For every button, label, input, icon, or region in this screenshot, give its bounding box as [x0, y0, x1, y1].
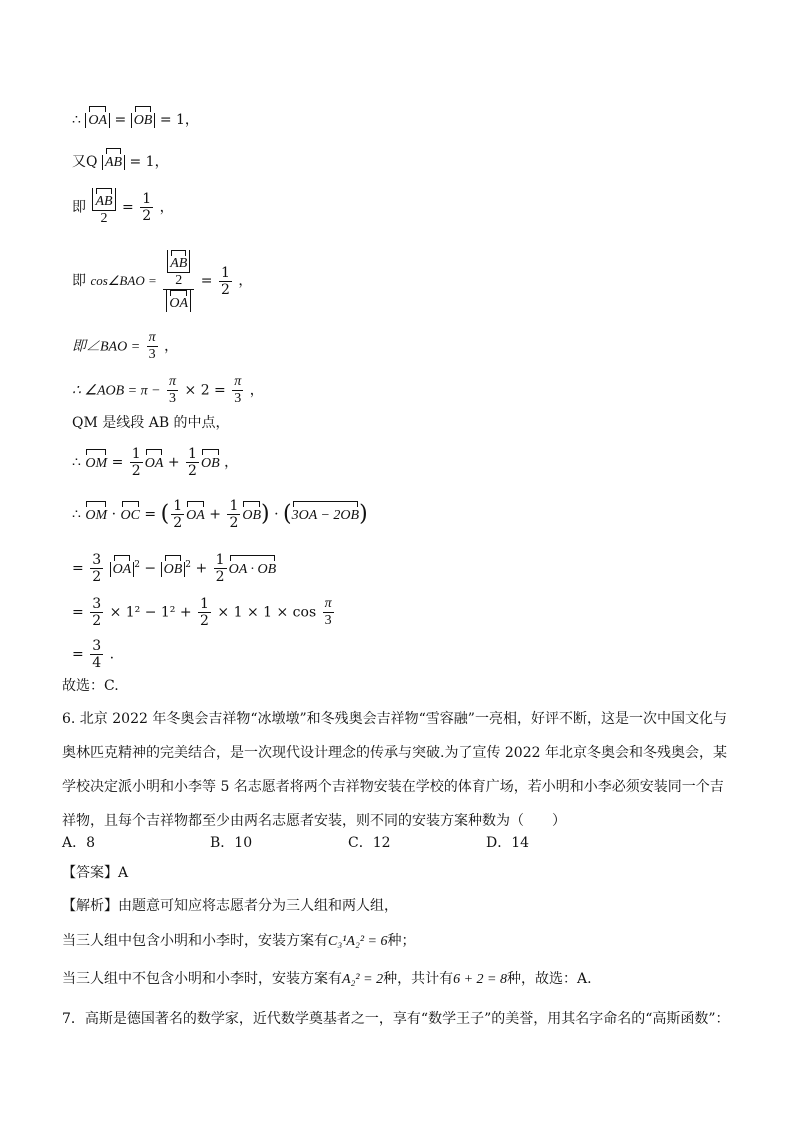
numerator: 1 [173, 498, 183, 514]
case-1-line [62, 932, 415, 951]
vector-oa: OA [113, 555, 132, 579]
case-2-text: 当三人组中不包含小明和小李时，安装方案有 [62, 971, 342, 987]
denominator: 3 [169, 391, 177, 406]
value-text: = 1， [159, 112, 199, 128]
numerator: 1 [142, 191, 152, 207]
option-d: D．14 [486, 835, 530, 851]
numerator: π [324, 596, 332, 611]
numerator: 3 [92, 596, 102, 612]
vector-combination: 3OA − 2OB [292, 501, 360, 525]
punctuation: ， [224, 454, 239, 471]
vector-ab: AB [170, 250, 187, 272]
plus-sign: + [167, 454, 180, 471]
case-1-end: 种； [387, 933, 416, 949]
step-line-7 [72, 414, 230, 432]
step-line-6 [72, 374, 264, 407]
square-exponent: 2 [185, 559, 192, 570]
denominator: 2 [175, 273, 183, 288]
vector-oa: OA [88, 106, 107, 130]
midpoint-statement: QM 是线段 AB 的中点， [72, 415, 230, 431]
equals-sign: = [72, 604, 84, 621]
therefore-symbol: ∴ [72, 112, 81, 128]
therefore-symbol: ∴ [72, 454, 81, 471]
denominator: 2 [215, 569, 225, 585]
answer-q6: 【答案】A [62, 865, 129, 881]
angle-expression: ∴ ∠AOB = π − [72, 383, 161, 399]
value-text: = 1， [129, 154, 169, 170]
denominator: 2 [131, 463, 141, 479]
denominator: 2 [173, 515, 183, 531]
punctuation: ， [159, 199, 174, 216]
equals-sign: = [122, 199, 134, 216]
punctuation: ， [238, 273, 253, 289]
step-line-3 [72, 188, 174, 227]
option-a: A．8 [62, 835, 96, 851]
case-2-end: 种，故选：A. [506, 971, 592, 987]
step-line-12 [72, 638, 114, 671]
numerator: 1 [200, 596, 209, 612]
equals-sign: = [72, 646, 84, 663]
vector-ab: AB [95, 188, 112, 210]
step-line-4: 即 cos∠BAO = $\frac{\frac{AB}{2}}{OA}$ = $\frac{1}{2}$ ， [72, 250, 252, 312]
dot-operator: · [274, 506, 279, 523]
arithmetic-text: × 1 × 1 × cos [217, 604, 317, 621]
prefix-text: 又Q [72, 154, 98, 170]
numerator: 1 [188, 446, 197, 462]
vector-oa: OA [186, 501, 205, 525]
vector-oc: OC [121, 501, 140, 525]
right-paren: ) [261, 501, 270, 527]
denominator: 4 [92, 655, 102, 671]
step-line-2 [72, 148, 169, 172]
step-line-8 [72, 446, 238, 479]
denominator: 3 [148, 347, 156, 362]
square-exponent: 2 [134, 559, 140, 570]
vector-oa: OA [169, 290, 188, 312]
left-paren: ( [282, 501, 292, 527]
dot-operator: · [111, 506, 117, 523]
step-line-1: ∴ OA = OB = 1， [72, 106, 199, 130]
vector-om: OM [85, 449, 107, 473]
vector-oa: OA [145, 449, 164, 473]
prefix-text: 即 [72, 273, 86, 289]
equals-sign: = [111, 454, 124, 471]
case-2-expression: A₂² = 2 [342, 972, 384, 987]
step-line-11 [72, 596, 336, 629]
vector-ob: OB [134, 106, 153, 130]
numerator: 1 [215, 552, 225, 568]
prefix-text: 即 [72, 199, 86, 216]
case-1-expression: C₃¹A₂² = 6 [328, 934, 388, 949]
plus-sign: + [195, 560, 208, 577]
step-line-9 [72, 498, 368, 531]
minus-sign: − [144, 560, 157, 577]
multiply-text: × 2 = [184, 382, 226, 399]
vector-ob: OB [242, 501, 261, 525]
question-7-text: 7．高斯是德国著名的数学家，近代数学奠基者之一，享有“数学王子”的美誉，用其名字命名的“高斯函数”： [62, 1011, 730, 1027]
denominator: 2 [200, 613, 209, 629]
option-b: B．10 [210, 835, 253, 851]
numerator: 1 [229, 498, 239, 514]
right-paren: ) [359, 501, 368, 527]
step-line-10 [72, 552, 276, 585]
option-c: C．12 [348, 835, 391, 851]
denominator: 2 [229, 515, 239, 531]
case-2-total: 6 + 2 = 8 [453, 972, 507, 987]
denominator: 3 [324, 613, 332, 628]
numerator: π [169, 374, 177, 389]
equals-sign: = [72, 560, 84, 577]
case-2-line [62, 970, 592, 989]
answer-q5: 故选：C. [62, 678, 119, 694]
punctuation: ， [249, 382, 264, 399]
analysis-q6: 【解析】由题意可知应将志愿者分为三人组和两人组， [62, 898, 398, 914]
punctuation: . [109, 646, 115, 663]
vector-om: OM [85, 501, 107, 525]
vector-ab: AB [105, 148, 122, 172]
denominator: 2 [100, 211, 108, 226]
step-line-5 [72, 330, 178, 363]
numerator: 3 [92, 638, 102, 654]
denominator: 2 [92, 569, 102, 585]
numerator: π [148, 330, 156, 345]
denominator: 2 [92, 613, 102, 629]
denominator: 2 [220, 281, 230, 298]
denominator: 3 [234, 391, 242, 406]
denominator: 2 [188, 463, 197, 479]
vector-ob: OB [164, 555, 183, 579]
numerator: 1 [131, 446, 141, 462]
left-paren: ( [160, 501, 170, 527]
question-6-text: 6. 北京 2022 年冬奥会吉祥物“冰墩墩”和冬残奥会吉祥物“雪容融”一亮相，好评不断，这是一次中国文化与奥林匹克精神的完美结合，是一次现代设计理念的传承与突破.为了宣传 2022 年北京冬奥会和冬残奥会，某学校决定派小明和小李等 5 名志愿者将两个吉祥物安装在学校的体育广场，若小明和小李必须安装同一个吉祥物，且每个吉祥物都至少由两名志愿者安装，则不同的安装方案种数为（ ） [62, 711, 727, 829]
numerator: 3 [92, 552, 102, 568]
therefore-symbol: ∴ [72, 506, 81, 523]
equals-sign: = [144, 506, 157, 523]
vector-ob: OB [201, 449, 220, 473]
angle-expression: 即∠BAO = [72, 339, 141, 355]
cos-expression: cos∠BAO = [90, 273, 157, 288]
dot-product: OA · OB [229, 555, 277, 579]
case-2-mid: 种，共计有 [383, 971, 454, 987]
numerator: π [234, 374, 242, 389]
case-1-text: 当三人组中包含小明和小李时，安装方案有 [62, 933, 328, 949]
numerator: 1 [220, 264, 230, 281]
punctuation: ， [164, 338, 179, 355]
denominator: 2 [142, 208, 152, 224]
plus-sign: + [209, 506, 221, 523]
arithmetic-text: × 1² − 1² + [109, 604, 192, 621]
